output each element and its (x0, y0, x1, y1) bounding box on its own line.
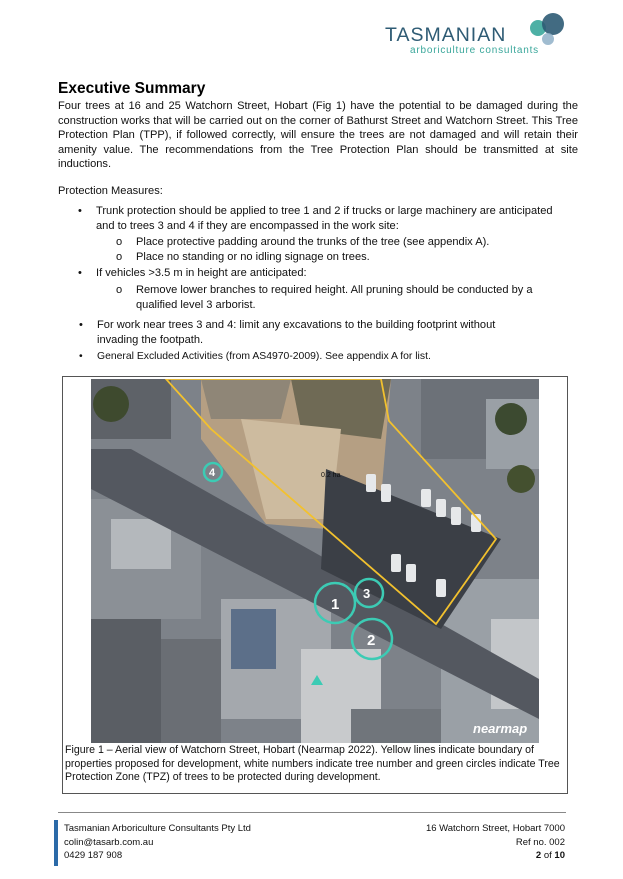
logo-circles-icon (528, 12, 568, 48)
bullet-text-line: and to trees 3 and 4 if they are encompassed in the work site: (96, 219, 399, 232)
subitem-text: Place protective padding around the trunks of the tree (see appendix A). (136, 236, 490, 248)
bullet-excavation-cont (97, 333, 203, 348)
subitem-text: Remove lower branches to required height. All pruning should be conducted by a (136, 284, 533, 296)
bullet-vehicle-height (78, 266, 307, 281)
bullet-text-line: General Excluded Activities (from AS4970-2009). See appendix A for list. (97, 351, 431, 362)
subitem-text: Place no standing or no idling signage on trees. (136, 251, 370, 263)
logo-wordmark: TASMANIAN (385, 24, 507, 46)
nearmap-watermark: nearmap (473, 721, 528, 736)
intro-paragraph: Four trees at 16 and 25 Watchorn Street, Hobart (Fig 1) have the potential to be damaged during the construction works that will be carried out on the corner of Bathurst Street and Watchorn Street. This Tree Protection Plan (TPP), if followed correctly, will ensure the trees are not damaged and will retain their amenity value. The recommendations from the Tree Protection Plan should be transmitted at site inductions. (58, 100, 578, 170)
footer-ref: Ref no. 002 (515, 836, 565, 848)
page-title: Executive Summary (58, 80, 206, 97)
subitem-pruning (116, 283, 533, 298)
footer-email[interactable]: colin@tasarb.com.au (64, 836, 154, 848)
footer-meta (426, 822, 565, 863)
footer-company: Tasmanian Arboriculture Consultants Pty Ltd (64, 823, 251, 834)
bullet-icon: • (79, 319, 83, 331)
footer-divider (58, 812, 566, 813)
bullet-excluded-activities (79, 350, 431, 365)
site-area-label: 0.2 ha (321, 472, 341, 479)
aerial-map-image (91, 379, 539, 743)
footer-phone: 0429 187 908 (64, 850, 123, 861)
bullet-trunk-protection (78, 204, 553, 219)
aerial-map-svg (91, 379, 539, 743)
circle-bullet-icon: o (116, 251, 123, 263)
tree-number-2: 2 (367, 632, 376, 649)
tree-number-3: 3 (363, 586, 371, 601)
bullet-text-line: invading the footpath. (97, 333, 204, 346)
bullet-text-line: For work near trees 3 and 4: limit any excavations to the building footprint without (97, 319, 496, 331)
footer-contact (64, 822, 251, 863)
bullet-trunk-protection-cont (96, 219, 399, 234)
footer-address: 16 Watchorn Street, Hobart 7000 (425, 823, 565, 834)
page-number: 2 of 10 (535, 850, 565, 861)
subitem-text: qualified level 3 arborist. (136, 298, 256, 311)
bullet-icon: • (78, 267, 82, 279)
bullet-icon: • (79, 351, 83, 362)
bullet-text-line: Trunk protection should be applied to tree 1 and 2 if trucks or large machinery are anticipated (96, 205, 553, 217)
figure-caption: Figure 1 – Aerial view of Watchorn Street, Hobart (Nearmap 2022). Yellow lines indicate boundary of properties proposed for development, white numbers indicate tree number and green circles indicate Tree Protection Zone (TPZ) of trees to be protected during development. (65, 744, 560, 783)
logo-subtitle: arboriculture consultants (410, 45, 539, 56)
tree-number-1: 1 (331, 596, 340, 613)
circle-bullet-icon: o (116, 284, 123, 296)
subitem-signage (116, 250, 370, 265)
bullet-text-line: If vehicles >3.5 m in height are anticipated: (96, 267, 307, 279)
tree-number-4: 4 (209, 467, 216, 479)
subitem-padding (116, 235, 490, 250)
company-logo (380, 12, 580, 60)
bullet-excavation (79, 318, 496, 333)
footer-accent-bar (54, 820, 58, 866)
figure-frame (62, 376, 568, 794)
bullet-icon: • (78, 205, 82, 217)
subitem-pruning-cont (136, 298, 256, 313)
circle-bullet-icon: o (116, 236, 123, 248)
protection-measures-title: Protection Measures: (58, 185, 163, 197)
